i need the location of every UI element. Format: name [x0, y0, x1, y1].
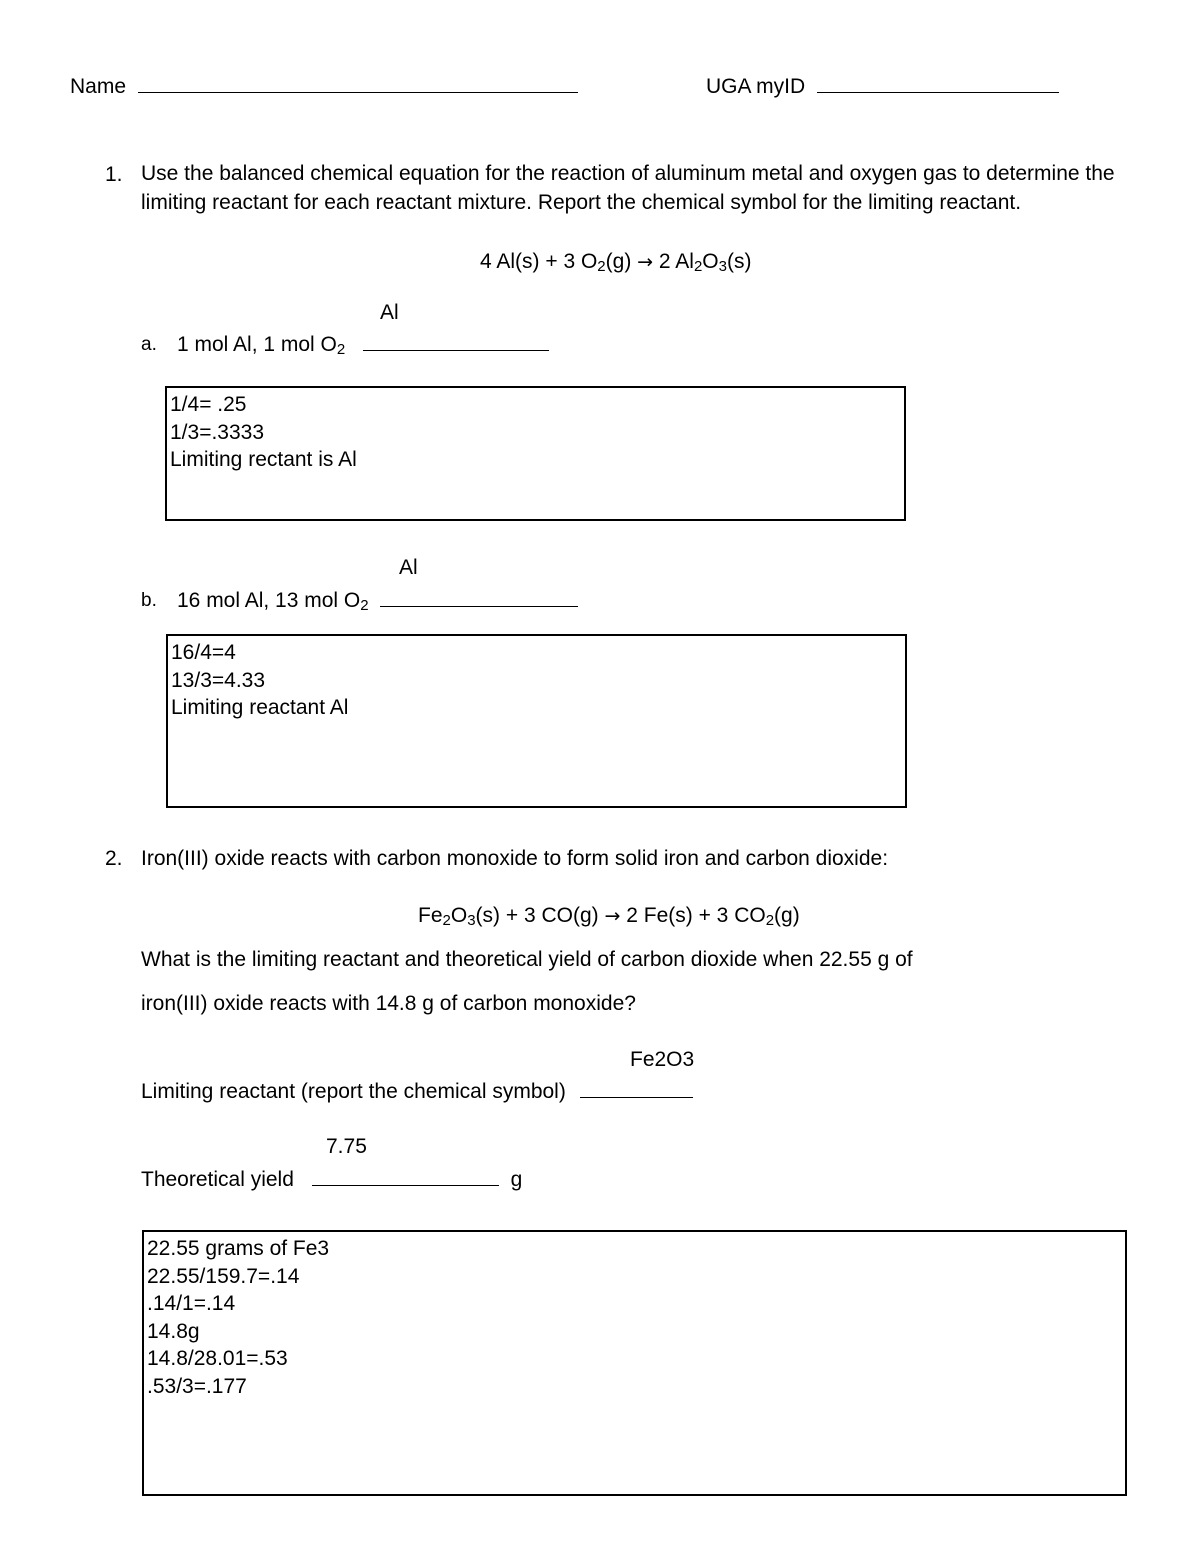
work-line: 13/3=4.33 [171, 668, 266, 692]
work-line: 22.55/159.7=.14 [147, 1264, 300, 1288]
q1b-work-box[interactable] [166, 634, 907, 808]
q1a-blank[interactable] [363, 350, 549, 351]
myid-field-row [706, 74, 1059, 99]
q1b-answer: Al [399, 556, 418, 579]
name-field-row [70, 74, 578, 99]
q1a-question: 1 mol Al, 1 mol $O_2$ [177, 332, 549, 357]
q2-limiting-answer: Fe2O3 [630, 1048, 695, 1071]
work-line: Limiting rectant is Al [170, 448, 357, 471]
work-line: 14.8/28.01=.53 [147, 1347, 288, 1370]
work-line: .53/3=.177 [147, 1374, 247, 1398]
q2-limiting-row [141, 1079, 693, 1104]
q2-yield-label: Theoretical yield [141, 1168, 294, 1191]
q2-text: Iron(III) oxide reacts with carbon monoxide to form solid iron and carbon dioxide: [141, 847, 889, 870]
work-line: 16/4=4 [171, 641, 236, 664]
q2-work-box[interactable] [142, 1230, 1127, 1496]
work-line: .14/1=.14 [147, 1292, 236, 1315]
q2-limiting-label: Limiting reactant (report the chemical symbol) [141, 1080, 566, 1103]
q1b-blank[interactable] [380, 606, 578, 607]
arrow-icon: → [604, 905, 621, 927]
q1-text: Use the balanced chemical equation for the reaction of aluminum metal and oxygen gas to determine the limiting reactant for each reactant mixture. Report the chemical symbol for the limiting reactant. [141, 162, 1115, 214]
q2-equation: $Fe_2O_3(s) + 3$ CO(g) → 2 Fe(s) + 3 $CO_2(g)$ [418, 904, 800, 929]
q2-yield-row [141, 1167, 522, 1192]
work-line: Limiting reactant Al [171, 696, 349, 719]
q2-yield-answer: 7.75 [326, 1135, 367, 1158]
work-line: 22.55 grams of Fe3 [147, 1237, 330, 1260]
myid-label: UGA myID [706, 75, 806, 98]
q2-question-line-1: What is the limiting reactant and theoretical yield of carbon dioxide when 22.55 g of [141, 948, 913, 971]
q2-yield-unit: g [510, 1168, 523, 1191]
name-label: Name [70, 75, 127, 98]
q2-question-line-2: iron(III) oxide reacts with 14.8 g of carbon monoxide? [141, 992, 636, 1015]
q1a-letter: a. [141, 334, 157, 355]
q2-limiting-blank[interactable] [580, 1097, 693, 1098]
work-line: 1/4= .25 [170, 393, 247, 416]
work-line: 14.8g [147, 1319, 200, 1343]
myid-blank[interactable] [817, 92, 1059, 93]
arrow-icon: → [637, 251, 654, 273]
name-blank[interactable] [138, 92, 578, 93]
q1b-question: 16 mol Al, 13 mol $O_2$ [177, 588, 578, 613]
q1-equation: 4 Al(s) + 3 $O_2(g) \to 2$ $Al_2O_3(s)$ [480, 250, 752, 275]
work-line: 1/3=.3333 [170, 420, 265, 444]
q1-number: 1. [105, 163, 123, 186]
q2-yield-blank[interactable] [312, 1185, 499, 1186]
q1a-answer: Al [380, 301, 399, 324]
q2-number: 2. [105, 847, 123, 870]
q1a-work-box[interactable] [165, 386, 906, 521]
q1b-letter: b. [141, 590, 157, 611]
